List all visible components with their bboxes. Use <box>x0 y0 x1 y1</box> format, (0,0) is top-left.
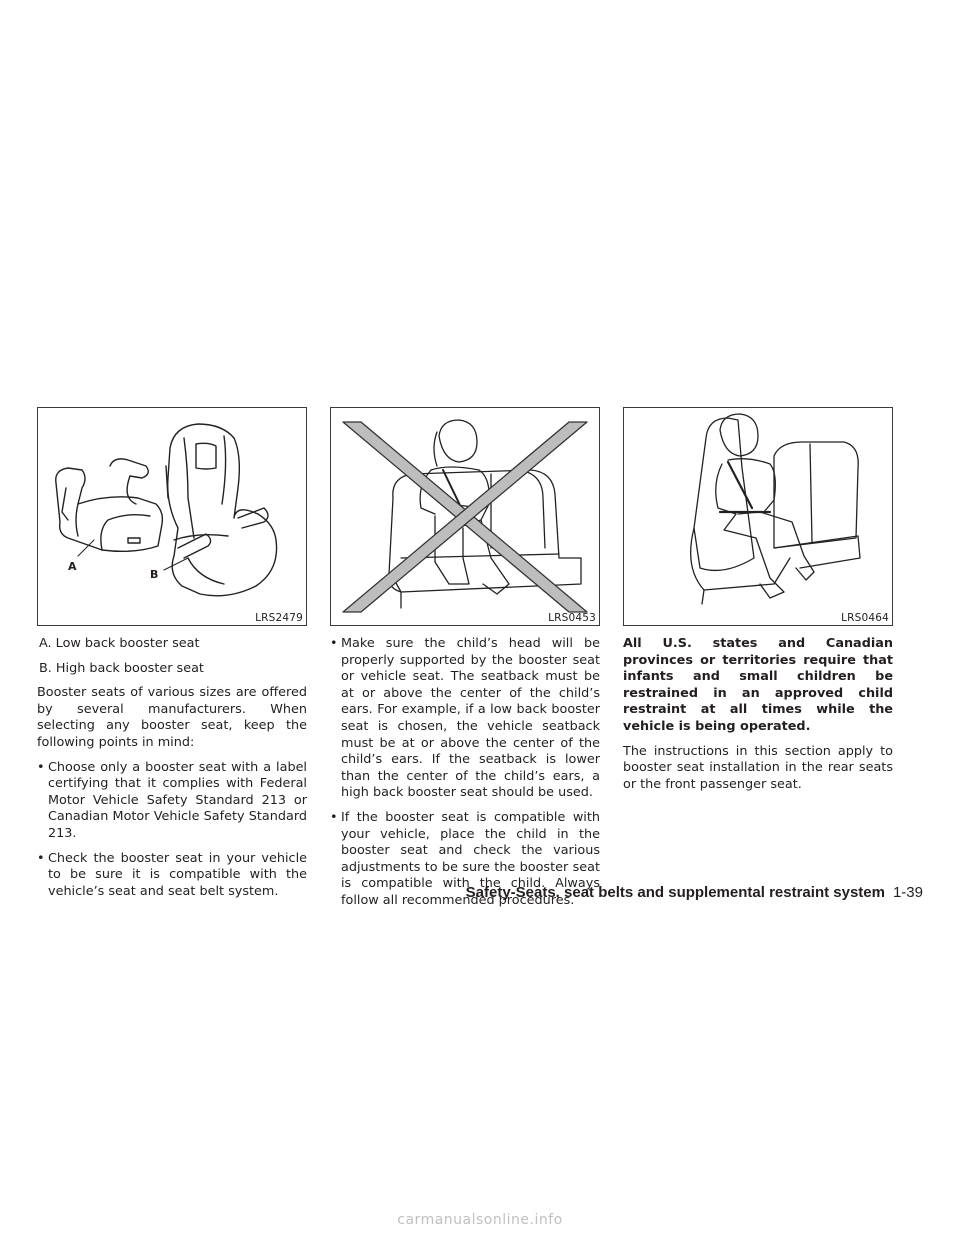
bullet-item: • Check the booster seat in your vehicle to be sure it is compatible with the vehicle’s seat and seat belt system. <box>37 851 307 901</box>
label-b: B <box>150 568 159 581</box>
caption-b: B. High back booster seat <box>39 660 204 676</box>
child-in-seat-crossed-icon <box>331 408 599 625</box>
instruction-paragraph: The instructions in this section apply to booster seat installation in the rear seats or the front passenger seat. <box>623 743 893 792</box>
intro-paragraph: Booster seats of various sizes are offered by several manufacturers. When selecting any booster seat, keep the following points in mind: <box>37 685 307 750</box>
page-number: 1-39 <box>892 884 923 901</box>
warning-paragraph: All U.S. states and Canadian provinces or territories require that infants and small children be restrained in an approved child restraint at all times while the vehicle is being operated. <box>623 636 893 734</box>
figure-code: LRS2479 <box>255 612 303 624</box>
figure-incorrect-use <box>330 407 600 626</box>
page-footer <box>466 884 923 902</box>
caption-a: A. Low back booster seat <box>39 636 200 651</box>
footer-section-title: Safety-Seats, seat belts and supplemental restraint system <box>465 884 885 901</box>
column-1 <box>37 636 307 908</box>
watermark: carmanualsonline.info <box>397 1212 563 1228</box>
figure-code: LRS0453 <box>548 612 596 624</box>
figure-correct-use <box>623 407 893 626</box>
figure-booster-seats <box>37 407 307 626</box>
column-2 <box>330 636 600 918</box>
booster-seats-icon <box>38 408 306 625</box>
label-a: A <box>68 560 77 573</box>
bullet-list <box>37 760 307 901</box>
bullet-item: • Make sure the child’s head will be properly supported by the booster seat or vehicle seat. The seatback must be at or above the center of the child’s ears. For example, if a low back booster seat is chosen, the vehicle seatback must be at or above the center of the child’s ears. If the seatback is lower than the center of the child’s ears, a high back booster seat should be used. <box>330 636 600 802</box>
bullet-list <box>330 636 600 910</box>
column-3 <box>623 636 893 801</box>
child-in-booster-icon <box>624 408 892 625</box>
figure-code: LRS0464 <box>841 612 889 624</box>
bullet-item: • Choose only a booster seat with a label certifying that it complies with Federal Motor Vehicle Safety Standard 213 or Canadian Motor Vehicle Safety Standard 213. <box>37 760 307 843</box>
bullet-item: • If the booster seat is compatible with your vehicle, place the child in the booster seat and check the various adjustments to be sure the booster seat is compatible with the child. Always follow all recommended procedures. <box>330 810 600 910</box>
